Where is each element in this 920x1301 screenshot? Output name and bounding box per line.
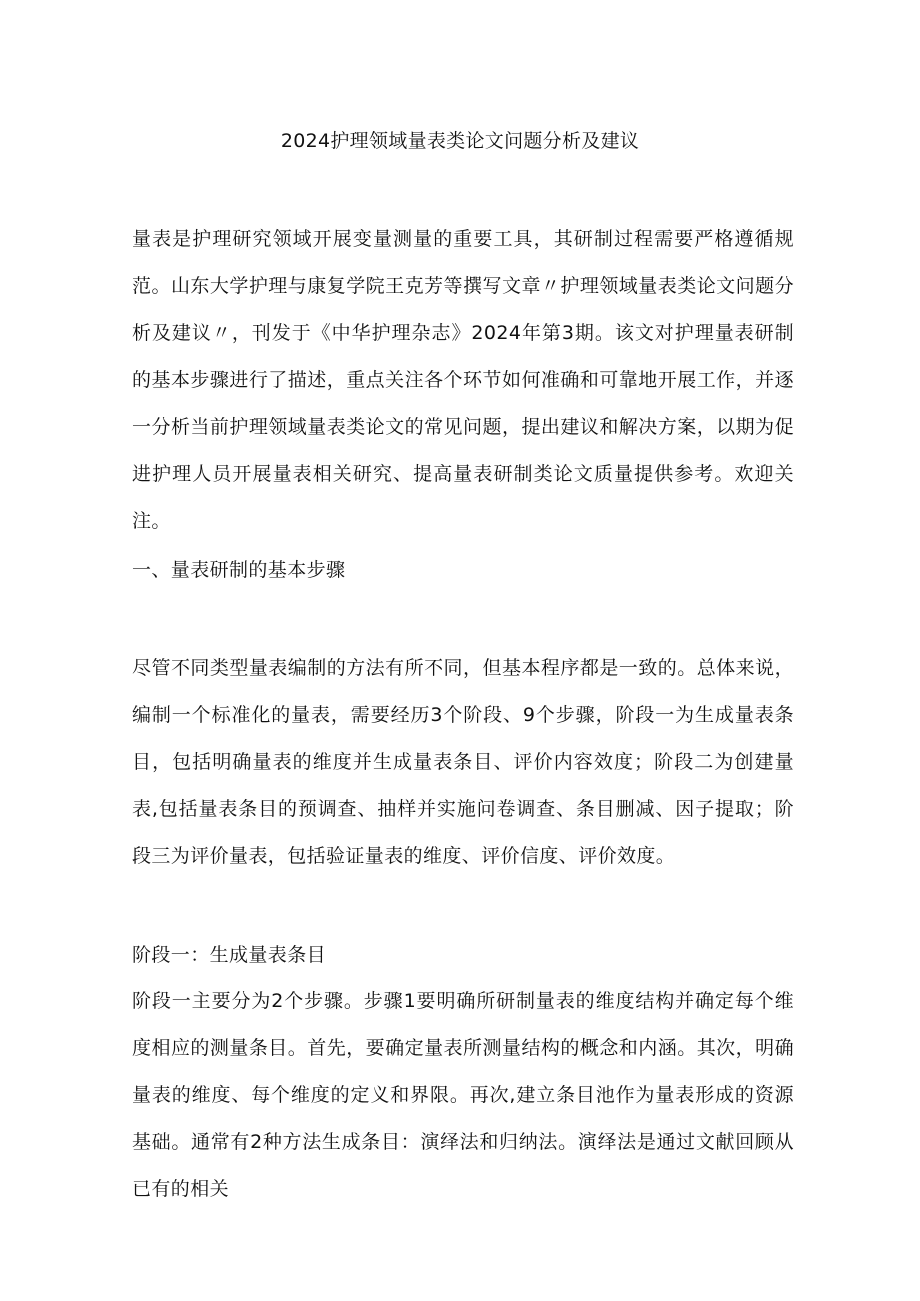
intro-paragraph: 量表是护理研究领域开展变量测量的重要工具，其研制过程需要严格遵循规范。山东大学护理与康复学院王克芳等撰写文章〃护理领域量表类论文问题分析及建议〃，刊发于《中华护理杂志》2024年第3期。该文对护理量表研制的基本步骤进行了描述，重点关注各个环节如何准确和可靠地开展工作，并逐一分析当前护理领域量表类论文的常见问题，提出建议和解决方案，以期为促进护理人员开展量表相关研究、提高量表研制类论文质量提供参考。欢迎关注。 (132, 228, 794, 532)
section-heading: 一、量表研制的基本步骤 (132, 559, 346, 581)
stage-heading: 阶段一：生成量表条目 (132, 944, 327, 966)
document-title: 2024护理领域量表类论文问题分析及建议 (280, 130, 640, 152)
section-overview-paragraph: 尽管不同类型量表编制的方法有所不同，但基本程序都是一致的。总体来说，编制一个标准化的量表，需要经历3个阶段、9个步骤，阶段一为生成量表条目，包括明确量表的维度并生成量表条目、评价内容效度；阶段二为创建量表,包括量表条目的预调查、抽样并实施问卷调查、条目删减、因子提取；阶段三为评价量表，包括验证量表的维度、评价信度、评价效度。 (132, 657, 794, 867)
stage-paragraph: 阶段一主要分为2个步骤。步骤1要明确所研制量表的维度结构并确定每个维度相应的测量条目。首先，要确定量表所测量结构的概念和内涵。其次，明确量表的维度、每个维度的定义和界限。再次,建立条目池作为量表形成的资源基础。通常有2种方法生成条目：演绎法和归纳法。演绎法是通过文献回顾从已有的相关 (132, 990, 794, 1200)
